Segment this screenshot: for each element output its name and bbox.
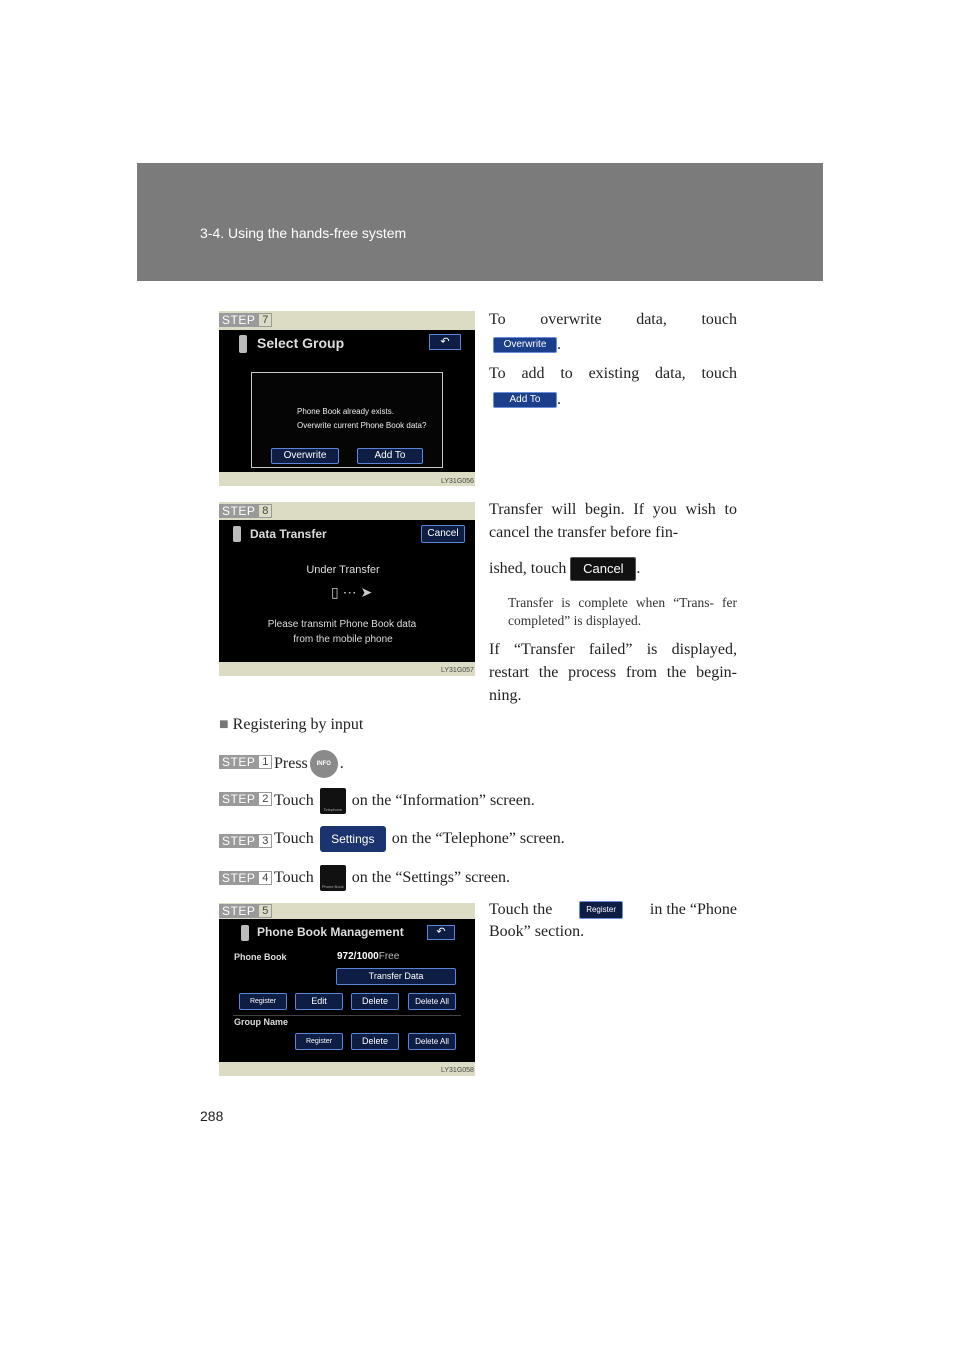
overwrite-inline-button: Overwrite	[493, 337, 557, 353]
step5-label: STEP 5	[219, 904, 272, 918]
register-button[interactable]: Register	[239, 993, 287, 1010]
add-to-button[interactable]: Add To	[357, 448, 423, 464]
step1-text: Press INFO .	[274, 750, 344, 778]
book-section: Book” section.	[489, 923, 585, 940]
step8-label: STEP 8	[219, 504, 272, 518]
page-number: 288	[200, 1108, 224, 1124]
group-delete-button[interactable]: Delete	[351, 1033, 399, 1050]
phone-book-label: Phone Book	[234, 952, 287, 962]
transmit-text-2: from the mobile phone	[293, 634, 393, 645]
figure-code: LY31G057	[441, 667, 474, 674]
dialog-message-1: Phone Book already exists.	[297, 407, 394, 416]
register-inline-button: Register	[579, 901, 623, 919]
step7-text-2: To add to existing data, touch	[489, 365, 737, 382]
phone-book-icon: Phone Book	[320, 865, 346, 891]
step8-note: Transfer is complete when “Trans- fer completed” is displayed.	[508, 595, 737, 628]
step2-label: STEP 2	[219, 792, 272, 806]
cancel-inline-button: Cancel	[570, 557, 636, 581]
step7-text-1: To overwrite data, touch	[489, 311, 737, 328]
step5-screenshot	[219, 919, 475, 1062]
back-icon[interactable]: ↶	[427, 925, 455, 940]
group-delete-all-button[interactable]: Delete All	[408, 1033, 456, 1050]
step2-text: Touch Telephone on the “Information” screen.	[274, 788, 535, 814]
divider	[233, 1015, 461, 1016]
delete-all-button[interactable]: Delete All	[408, 993, 456, 1010]
step4-label: STEP 4	[219, 871, 272, 885]
phone-icon	[241, 925, 249, 941]
step3-text: Touch Settings on the “Telephone” screen.	[274, 826, 565, 852]
step5-text-line1: Touch the Register in the “Phone	[489, 898, 737, 921]
step4-text: Touch Phone Book on the “Settings” screen.	[274, 865, 510, 891]
transfer-data-button[interactable]: Transfer Data	[336, 968, 456, 985]
group-register-button[interactable]: Register	[295, 1033, 343, 1050]
step7-inline-1: Overwrite .	[493, 333, 593, 356]
figure-code: LY31G058	[441, 1067, 474, 1074]
transmit-text-1: Please transmit Phone Book data	[267, 619, 417, 630]
dialog-message-2: Overwrite current Phone Book data?	[297, 421, 427, 430]
step7-screenshot	[219, 330, 475, 472]
step8-text-b: ished, touch Cancel .	[489, 557, 737, 581]
back-icon: ↶	[429, 334, 461, 350]
screen-title: Select Group	[257, 335, 345, 351]
section-title: 3-4. Using the hands-free system	[200, 225, 407, 241]
phone-icon	[233, 526, 241, 542]
step5-text-line2	[489, 920, 737, 943]
add-to-inline-button: Add To	[493, 392, 557, 408]
cancel-button[interactable]: Cancel	[421, 525, 465, 543]
step8-failed-text: If “Transfer failed” is displayed, restart the process from the begin- ning.	[489, 641, 737, 704]
figure-code: LY31G056	[441, 478, 474, 485]
under-transfer-text: Under Transfer	[306, 564, 380, 576]
header-band	[137, 163, 823, 281]
phone-icon	[239, 335, 247, 353]
screen-title: Phone Book Management	[257, 925, 404, 939]
phone-book-count: 972/1000Free	[337, 951, 400, 962]
screen-title: Data Transfer	[250, 527, 327, 541]
step8-screenshot	[219, 520, 475, 662]
section-heading: ■ Registering by input	[219, 716, 364, 733]
overwrite-button[interactable]: Overwrite	[271, 448, 339, 464]
step8-text: Transfer will begin. If you wish to cancel the transfer before fin-	[489, 501, 737, 541]
telephone-icon: Telephone	[320, 788, 346, 814]
delete-button[interactable]: Delete	[351, 993, 399, 1010]
info-button-icon: INFO	[310, 750, 338, 778]
edit-button[interactable]: Edit	[295, 993, 343, 1010]
step3-label: STEP 3	[219, 834, 272, 848]
step1-label: STEP 1	[219, 755, 272, 769]
transfer-icon: ▯ ⋯ ➤	[331, 584, 373, 600]
group-name-label: Group Name	[234, 1017, 289, 1027]
settings-icon: Settings	[320, 826, 386, 852]
step7-label: STEP 7	[219, 313, 272, 327]
step7-inline-2: Add To .	[493, 388, 593, 411]
in-the-phone: in the “Phone	[649, 901, 737, 918]
